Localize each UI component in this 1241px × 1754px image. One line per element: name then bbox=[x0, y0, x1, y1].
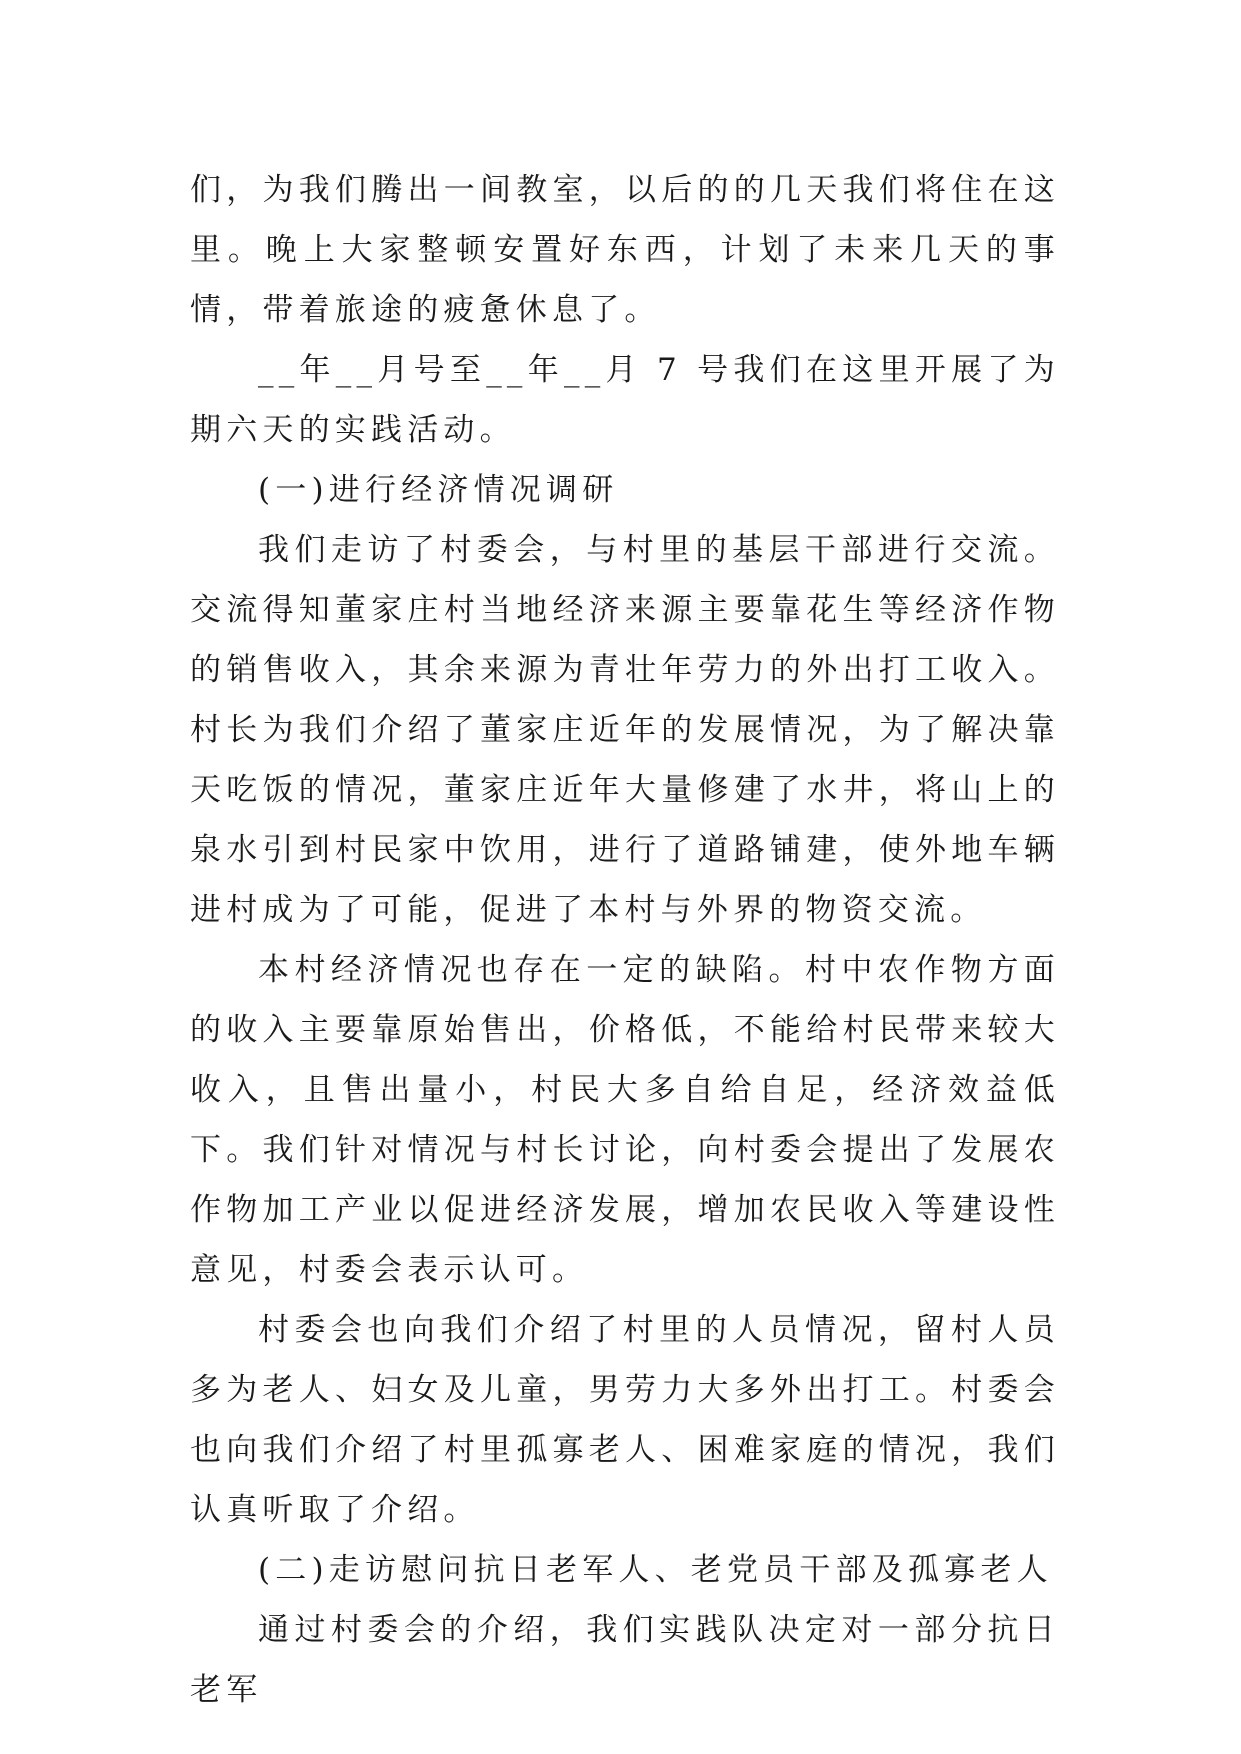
paragraph-lodging: 们，为我们腾出一间教室，以后的的几天我们将住在这里。晚上大家整顿安置好东西，计划了未来几天的事情，带着旅途的疲惫休息了。 bbox=[190, 172, 1060, 328]
section-heading-veteran-visits: (二)走访慰问抗日老军人、老党员干部及孤寡老人 bbox=[258, 1552, 1053, 1588]
document-body bbox=[190, 160, 1060, 1720]
paragraph-veteran-visit-intro: 通过村委会的介绍，我们实践队决定对一部分抗日老军 bbox=[190, 1612, 1060, 1708]
section-heading-economic-survey: (一)进行经济情况调研 bbox=[258, 472, 619, 508]
paragraph-economic-deficiencies: 本村经济情况也存在一定的缺陷。村中农作物方面的收入主要靠原始售出，价格低，不能给村民带来较大收入，且售出量小，村民大多自给自足，经济效益低下。我们针对情况与村长讨论，向村委会提出了发展农作物加工产业以促进经济发展，增加农民收入等建设性意见，村委会表示认可。 bbox=[190, 952, 1060, 1288]
paragraph-village-committee-visit: 我们走访了村委会，与村里的基层干部进行交流。交流得知董家庄村当地经济来源主要靠花生等经济作物的销售收入，其余来源为青壮年劳力的外出打工收入。村长为我们介绍了董家庄近年的发展情况，为了解决靠天吃饭的情况，董家庄近年大量修建了水井，将山上的泉水引到村民家中饮用，进行了道路铺建，使外地车辆进村成为了可能，促进了本村与外界的物资交流。 bbox=[190, 532, 1060, 928]
paragraph-population-situation: 村委会也向我们介绍了村里的人员情况，留村人员多为老人、妇女及儿童，男劳力大多外出打工。村委会也向我们介绍了村里孤寡老人、困难家庭的情况，我们认真听取了介绍。 bbox=[190, 1312, 1060, 1528]
paragraph-activity-dates: __年__月号至__年__月 7 号我们在这里开展了为期六天的实践活动。 bbox=[190, 352, 1060, 448]
